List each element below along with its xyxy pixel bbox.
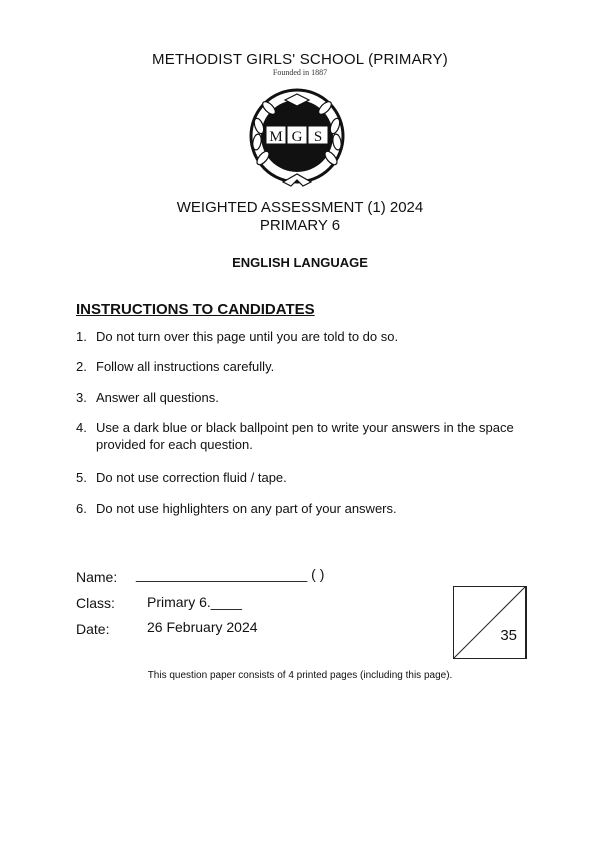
instruction-item xyxy=(76,328,516,345)
instruction-item xyxy=(76,358,516,375)
instructions-heading: INSTRUCTIONS TO CANDIDATES xyxy=(76,301,315,318)
svg-text:G: G xyxy=(291,129,303,145)
item-text: Do not turn over this page until you are told to do so. xyxy=(96,329,399,344)
item-text: Do not use highlighters on any part of your answers. xyxy=(96,501,397,516)
class-field[interactable]: Primary 6.____ xyxy=(147,594,242,610)
svg-text:M: M xyxy=(269,129,283,145)
instruction-item xyxy=(76,419,516,453)
school-crest-logo xyxy=(247,86,347,190)
item-number: 6. xyxy=(76,501,87,516)
page-count-note: This question paper consists of 4 printed pages (including this page). xyxy=(147,670,453,681)
item-number: 4. xyxy=(76,420,87,435)
subject-title: ENGLISH LANGUAGE xyxy=(232,255,368,270)
school-name: METHODIST GIRLS' SCHOOL (PRIMARY) xyxy=(152,51,448,68)
date-label: Date: xyxy=(76,621,110,637)
name-field[interactable]: ______________________ ( ) xyxy=(136,566,325,582)
item-number: 5. xyxy=(76,470,87,485)
class-label: Class: xyxy=(76,595,115,611)
svg-text:S: S xyxy=(313,129,323,145)
assessment-title: WEIGHTED ASSESSMENT (1) 2024 xyxy=(176,199,424,216)
item-number: 2. xyxy=(76,359,87,374)
founded-text: Founded in 1887 xyxy=(272,68,328,77)
instruction-item xyxy=(76,500,516,517)
item-text: Use a dark blue or black ballpoint pen to write your answers in the space provided for each question. xyxy=(96,420,514,452)
score-box xyxy=(453,586,527,659)
item-number: 1. xyxy=(76,329,87,344)
date-value: 26 February 2024 xyxy=(147,619,258,635)
score-total: 35 xyxy=(500,627,517,644)
instruction-item xyxy=(76,469,516,486)
name-label: Name: xyxy=(76,569,118,585)
instruction-item xyxy=(76,389,516,406)
item-text: Do not use correction fluid / tape. xyxy=(96,470,287,485)
item-number: 3. xyxy=(76,390,87,405)
item-text: Follow all instructions carefully. xyxy=(96,359,275,374)
level-title: PRIMARY 6 xyxy=(259,217,341,234)
item-text: Answer all questions. xyxy=(96,390,219,405)
